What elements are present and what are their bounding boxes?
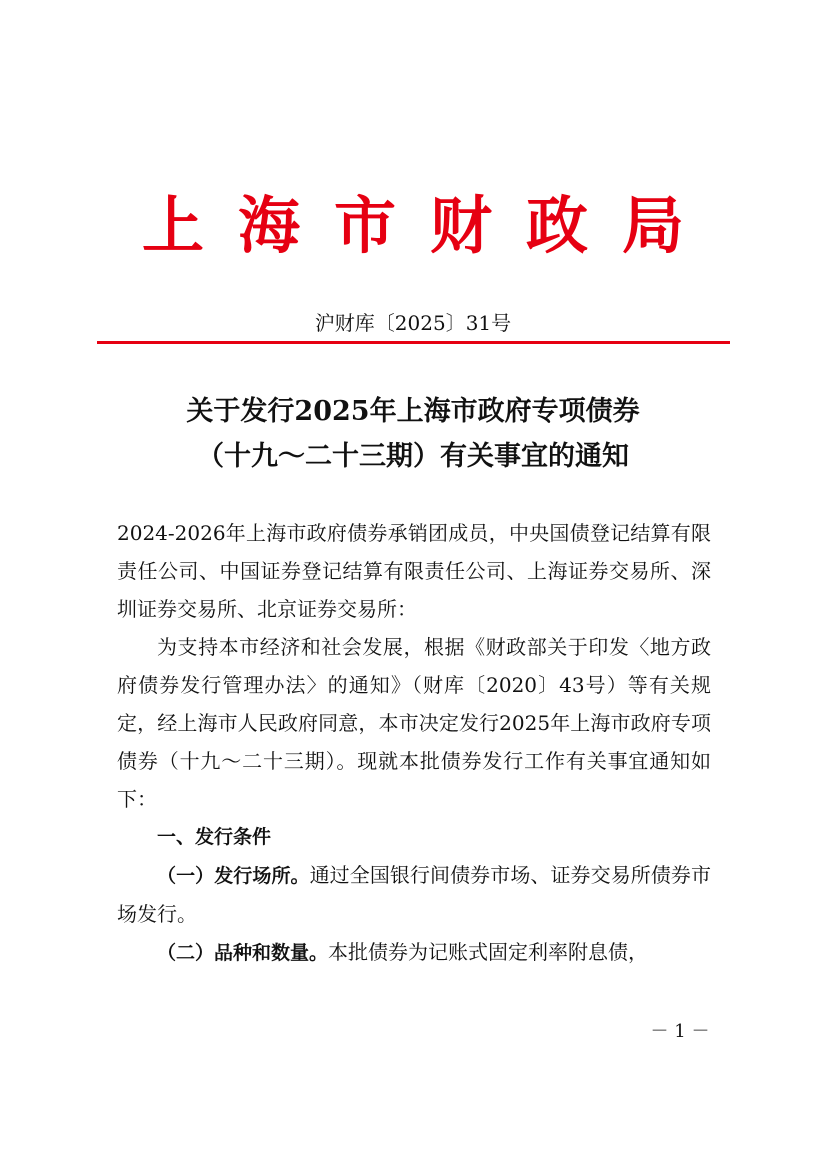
clause-1-label: （一）发行场所。 [157,865,310,887]
clause-1-text: 通过全国银行间债券市场、证券交易所债券市场发行。 [117,863,711,926]
document-body [117,514,711,972]
page-number: － 1 － [650,1021,710,1042]
section-heading-1: 一、发行条件 [157,826,272,848]
clause-1-paragraph [117,856,711,933]
clause-2-text: 本批债券为记账式固定利率附息债， [328,940,649,964]
masthead-title: 上海市财政局 [141,189,718,262]
document-number: 沪财库〔2025〕31号 [314,311,512,335]
addressee-paragraph: 2024-2026年上海市政府债券承销团成员，中央国债登记结算有限责任公司、中国证券登记结算有限责任公司、上海证券交易所、深圳证券交易所、北京证券交易所： [117,521,711,621]
red-divider-line [97,341,730,344]
notice-title-line-1: 关于发行2025年上海市政府专项债券 [186,396,640,427]
notice-title-line-2: （十九～二十三期）有关事宜的通知 [197,441,629,472]
intro-paragraph: 为支持本市经济和社会发展，根据《财政部关于印发〈地方政府债券发行管理办法〉的通知》（财库〔2020〕43号）等有关规定，经上海市人民政府同意，本市决定发行2025年上海市政府专项债券（十九～二十三期）。现就本批债券发行工作有关事宜通知如下： [117,635,711,811]
clause-2-paragraph [117,933,711,972]
clause-2-label: （二）品种和数量。 [157,942,329,964]
